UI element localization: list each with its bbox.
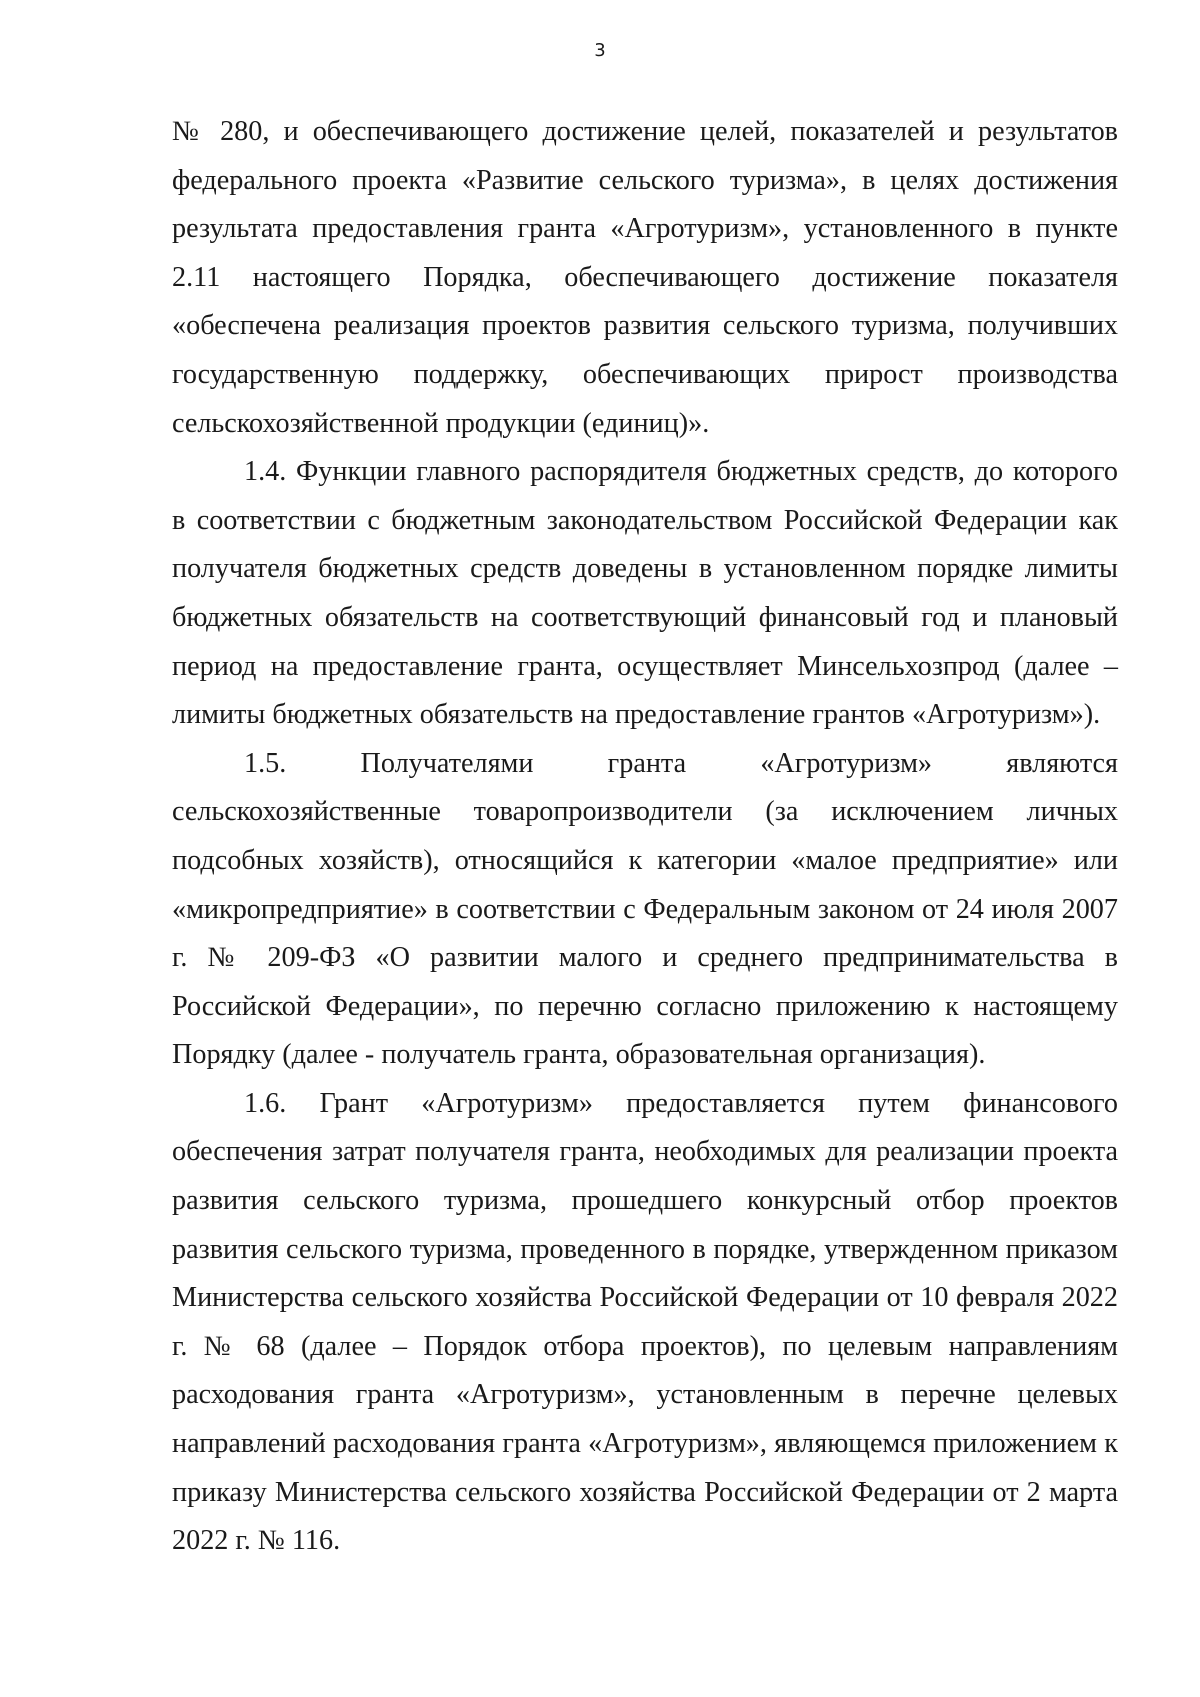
paragraph-continuation: № 280, и обеспечивающего достижение целей, показателей и результатов федерального проекта «Развитие сельского туризма», в целях достижения результата предоставления гранта «Агротуризм», установленного в пункте 2.11 настоящего Порядка, обеспечивающего достижение показателя «обеспечена реализация проектов развития сельского туризма, получивших государственную поддержку, обеспечивающих прирост производства сельскохозяйственной продукции (единиц)».	[172, 116, 1118, 439]
paragraph-1-5: 1.5. Получателями гранта «Агротуризм» являются сельскохозяйственные товаропроизводители (за исключением личных подсобных хозяйств), относящийся к категории «малое предприятие» или «микропредприятие» в соответствии с Федеральным законом от 24 июля 2007 г. № 209-ФЗ «О развитии малого и среднего предпринимательства в Российской Федерации», по перечню согласно приложению к настоящему Порядку (далее - получатель гранта, образовательная организация).	[172, 747, 1118, 1071]
document-body	[172, 108, 1118, 1566]
paragraph-1-4: 1.4. Функции главного распорядителя бюджетных средств, до которого в соответствии с бюджетным законодательством Российской Федерации как получателя бюджетных средств доведены в установленном порядке лимиты бюджетных обязательств на соответствующий финансовый год и плановый период на предоставление гранта, осуществляет Минсельхозпрод (далее – лимиты бюджетных обязательств на предоставление грантов «Агротуризм»).	[172, 456, 1118, 731]
paragraph-1-6: 1.6. Грант «Агротуризм» предоставляется путем финансового обеспечения затрат получателя гранта, необходимых для реализации проекта развития сельского туризма, прошедшего конкурсный отбор проектов развития сельского туризма, проведенного в порядке, утвержденном приказом Министерства сельского хозяйства Российской Федерации от 10 февраля 2022 г. № 68 (далее – Порядок отбора проектов), по целевым направлениям расходования гранта «Агротуризм», установленным в перечне целевых направлений расходования гранта «Агротуризм», являющемся приложением к приказу Министерства сельского хозяйства Российской Федерации от 2 марта 2022 г. № 116.	[172, 1087, 1118, 1557]
page-number: 3	[594, 40, 606, 61]
